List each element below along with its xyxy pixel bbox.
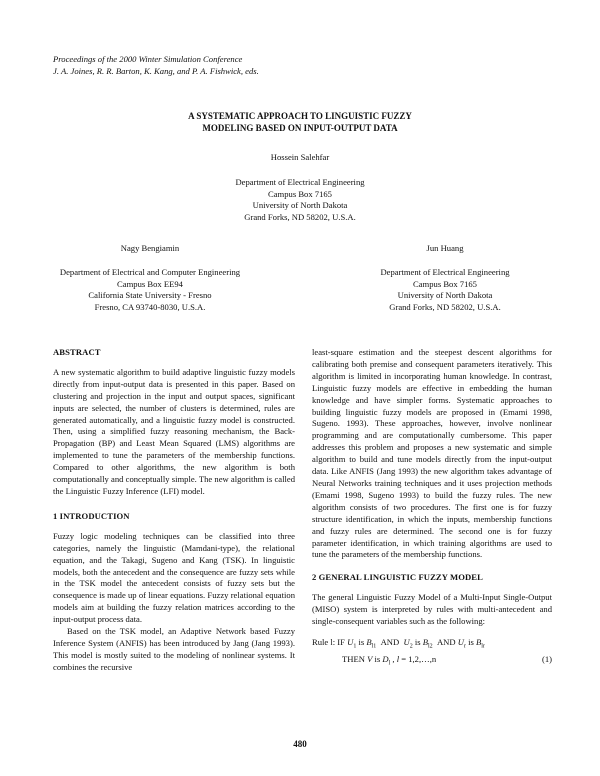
affiliation-line: University of North Dakota [252,200,348,211]
affiliation-line: California State University - Fresno [88,290,212,301]
affiliation-line: Department of Electrical and Computer Engineering [59,267,241,277]
affiliation-line: Campus Box EE94 [117,278,183,289]
left-column [53,347,295,674]
intro-paragraph-1: Fuzzy logic modeling techniques can be classified into three categories, namely the linguistic (Mamdani-type), the relational equation, and the Takagi, Sugeno and Kang (TSK). In linguistic models, both the antecedent and the consequence are fuzzy sets while in the TSK model the antecedent consists of fuzzy sets but the consequence is made up of linear equations. Fuzzy relational equation models aim at building the fuzzy relation matrices according to the input-output process data. [53,530,295,625]
intro-paragraph-3: least-square estimation and the steepest descent algorithms for calibrating both premise and consequent parameters iteratively. This algorithm is limited in incorporating human knowledge. In contrast, Linguistic fuzzy models are effective in embedding the human knowledge and have simpler forms. Systematic approaches to building linguistic fuzzy models are proposed in (Emami 1998, Sugeno. 1993). These approaches, however, involve nonlinear programming and are computationally cumbersome. This paper addresses this problem and proposes a new systematic and simple algorithm to build and tune models directly from the input-output data. Like ANFIS (Jang 1993) the new algorithm takes advantage of Neural Networks training techniques and it uses projection methods (Emami 1998, Sugeno 1993) to build the fuzzy rules. The new algorithm consists of two procedures. The first one is for fuzzy structure identification, in which the inputs, membership functions and fuzzy rules are determined. The second one is for fuzzy parameter identification, in which training algorithms are used to tune the parameters of the membership functions. [312,347,552,560]
proceedings-line-2: J. A. Joines, R. R. Barton, K. Kang, and P. A. Fishwick, eds. [53,66,259,76]
affiliation-line: University of North Dakota [397,290,493,301]
section-2-heading: 2 GENERAL LINGUISTIC FUZZY MODEL [312,572,483,583]
affiliation-line: Department of Electrical Engineering [235,177,365,187]
right-column [312,347,552,670]
abstract-text: A new systematic algorithm to build adaptive linguistic fuzzy models directly from input-output data is presented in this paper. Based on clustering and projection in the input and output spaces, significant inputs are selected, the number of clusters is determined, rules are generated automatically, and a linguistic fuzzy model is constructed. Then, using a simplified fuzzy reasoning mechanism, the Back-Propagation (BP) and Least Mean Squared (LMS) algorithms are implemented to tune the parameters of the membership functions. Compared to other algorithms, the new algorithm is both computationally and conceptually simple. The new algorithm is called the Linguistic Fuzzy Inference (LFI) model. [53,366,295,496]
equation-number: (1) [541,653,552,664]
author-main-affiliation [0,177,600,224]
abstract-heading: ABSTRACT [53,347,101,357]
section-2-text: The general Linguistic Fuzzy Model of a Multi-Input Single-Output (MISO) system is interpreted by rules with multi-antecedent and single-consequent variables such as the following: [312,592,552,627]
author-left-name: Nagy Bengiamin [120,243,180,253]
intro-paragraph-2: Based on the TSK model, an Adaptive Network based Fuzzy Inference System (ANFIS) has been introduced by Jang (Jang 1993). This model is mostly suited to the modeling of nonlinear systems. It combines the recursive [53,626,295,672]
title-line-2: MODELING BASED ON INPUT-OUTPUT DATA [202,123,398,133]
proceedings-line-1: Proceedings of the 2000 Winter Simulation Conference [53,54,243,64]
title-line-1: A SYSTEMATIC APPROACH TO LINGUISTIC FUZZY [188,111,412,121]
rule-equation [312,637,552,670]
intro-heading: 1 INTRODUCTION [53,510,130,521]
author-main-name: Hossein Salehfar [270,152,330,162]
affiliation-line: Department of Electrical Engineering [380,267,510,277]
author-right-affiliation [290,267,600,314]
rule-line-1: Rule l: IF $U_1$ is $B_{l1}$ AND $U_2$ is $B_{l2}$ AND $U_r$ is $B_{lr}$ [312,636,485,650]
paper-title [0,110,600,134]
affiliation-line: Fresno, CA 93740-8030, U.S.A. [94,302,206,313]
proceedings-header [53,53,259,77]
rule-line-2: THEN V is $D_l$ , l = 1,2,…,n (1) [312,654,552,671]
affiliation-line: Campus Box 7165 [268,188,332,199]
author-left-affiliation [0,267,300,314]
affiliation-line: Campus Box 7165 [413,278,477,289]
page-number: 480 [293,739,307,749]
affiliation-line: Grand Forks, ND 58202, U.S.A. [389,302,501,313]
affiliation-line: Grand Forks, ND 58202, U.S.A. [244,212,356,223]
author-right-name: Jun Huang [426,243,464,253]
